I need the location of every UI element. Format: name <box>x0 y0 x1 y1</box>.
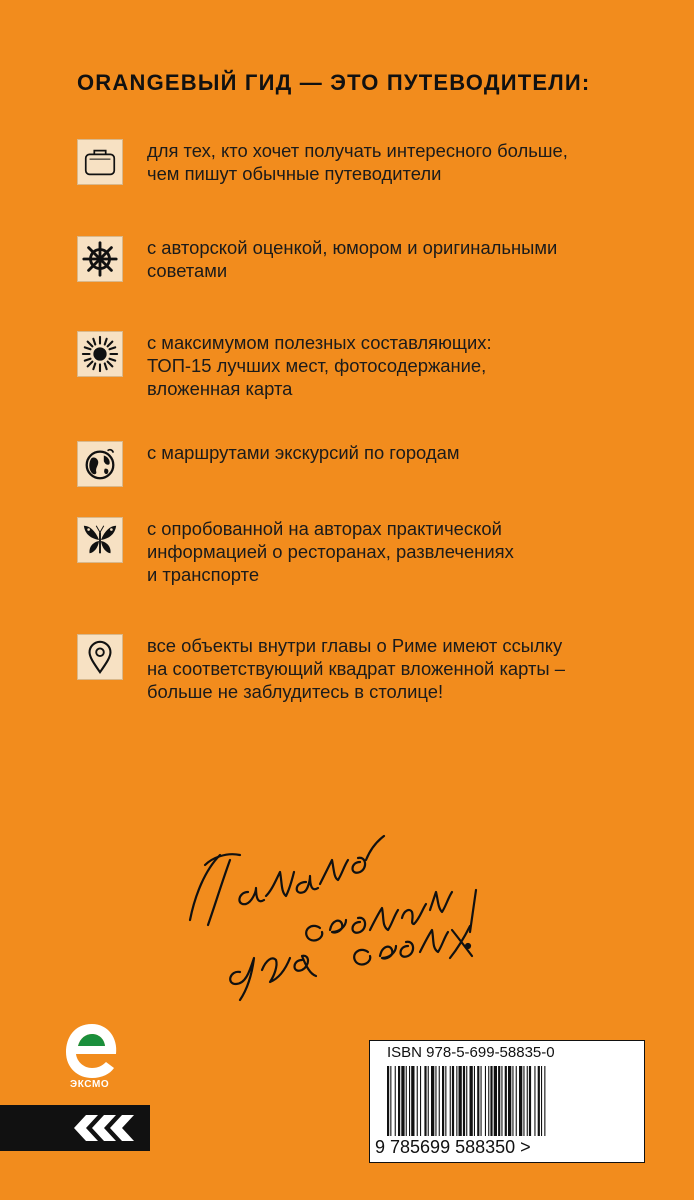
barcode-bar <box>494 1066 497 1136</box>
barcode-bar <box>490 1066 492 1136</box>
feature-line: с маршрутами экскурсий по городам <box>147 442 460 463</box>
feature-text <box>147 331 647 400</box>
barcode-bar <box>485 1066 486 1136</box>
publisher-name: ЭКСМО <box>70 1079 110 1090</box>
barcode-bar <box>450 1066 451 1136</box>
barcode-bar <box>401 1066 404 1136</box>
feature-line: чем пишут обычные путеводители <box>147 163 442 184</box>
feature-line: информацией о ресторанах, развлечениях <box>147 541 514 562</box>
barcode-bar <box>439 1066 440 1136</box>
barcode-digits: 9 785699 588350 > <box>375 1137 531 1157</box>
isbn-barcode-block <box>369 1040 645 1163</box>
barcode-bar <box>481 1066 482 1136</box>
feature-text <box>147 236 647 282</box>
barcode-bar <box>435 1066 436 1136</box>
globe-icon <box>77 441 123 487</box>
barcode-bar <box>529 1066 531 1136</box>
barcode-bar <box>456 1066 457 1136</box>
feature-line: ТОП-15 лучших мест, фотосодержание, <box>147 355 487 376</box>
handwritten-signature <box>170 800 500 1010</box>
barcode-bar <box>508 1066 511 1136</box>
feature-line: советами <box>147 260 228 281</box>
barcode-bar <box>398 1066 400 1136</box>
feature-line: больше не заблудитесь в столице! <box>147 681 444 702</box>
barcode-bar <box>470 1066 473 1136</box>
barcode-bar <box>445 1066 446 1136</box>
barcode-bar <box>431 1066 434 1136</box>
barcode-bar <box>409 1066 410 1136</box>
barcode-bar <box>512 1066 513 1136</box>
barcode-bar <box>452 1066 454 1136</box>
isbn-label: ISBN 978-5-699-58835-0 <box>387 1044 555 1061</box>
barcode-bar <box>498 1066 500 1136</box>
feature-line: на соответствующий квадрат вложенной карты – <box>147 658 565 679</box>
barcode-bar <box>519 1066 522 1136</box>
barcode-bar <box>411 1066 414 1136</box>
back-cover-heading: ORANGEВЫЙ ГИД — ЭТО ПУТЕВОДИТЕЛИ: <box>77 70 591 95</box>
barcode-bar <box>463 1066 465 1136</box>
suitcase-icon <box>77 139 123 185</box>
barcode-bar <box>442 1066 444 1136</box>
ship-wheel-icon <box>77 236 123 282</box>
barcode-bar <box>505 1066 507 1136</box>
barcode-bar <box>395 1066 396 1136</box>
barcode-bar <box>534 1066 535 1136</box>
barcode-bar <box>417 1066 418 1136</box>
barcode-bar <box>538 1066 540 1136</box>
barcode-bar <box>541 1066 542 1136</box>
feature-text <box>147 441 647 464</box>
barcode-bar <box>516 1066 517 1136</box>
barcode-bar <box>477 1066 479 1136</box>
map-pin-icon <box>77 634 123 680</box>
barcode-bar <box>488 1066 489 1136</box>
sun-icon <box>77 331 123 377</box>
barcode-bar <box>527 1066 528 1136</box>
barcode-bar <box>466 1066 467 1136</box>
feature-line: и транспорте <box>147 564 260 585</box>
barcode-bar <box>523 1066 524 1136</box>
feature-line: с максимумом полезных составляющих: <box>147 332 492 353</box>
barcode <box>387 1066 627 1136</box>
feature-line: вложенная карта <box>147 378 293 399</box>
series-chevrons-mark <box>0 1105 150 1151</box>
barcode-bar <box>501 1066 502 1136</box>
feature-line: все объекты внутри главы о Риме имеют ссылку <box>147 635 563 656</box>
feature-text <box>147 139 647 185</box>
feature-line: с авторской оценкой, юмором и оригинальными <box>147 237 558 258</box>
barcode-bar <box>420 1066 421 1136</box>
butterfly-icon <box>77 517 123 563</box>
barcode-bar <box>428 1066 429 1136</box>
barcode-bar <box>474 1066 475 1136</box>
barcode-bar <box>459 1066 462 1136</box>
barcode-bar <box>387 1066 389 1136</box>
barcode-bar <box>544 1066 545 1136</box>
feature-text <box>147 634 647 703</box>
barcode-bar <box>424 1066 426 1136</box>
feature-line: с опробованной на авторах практической <box>147 518 502 539</box>
barcode-bar <box>390 1066 391 1136</box>
barcode-bar <box>406 1066 407 1136</box>
feature-text <box>147 517 647 586</box>
feature-line: для тех, кто хочет получать интересного больше, <box>147 140 568 161</box>
